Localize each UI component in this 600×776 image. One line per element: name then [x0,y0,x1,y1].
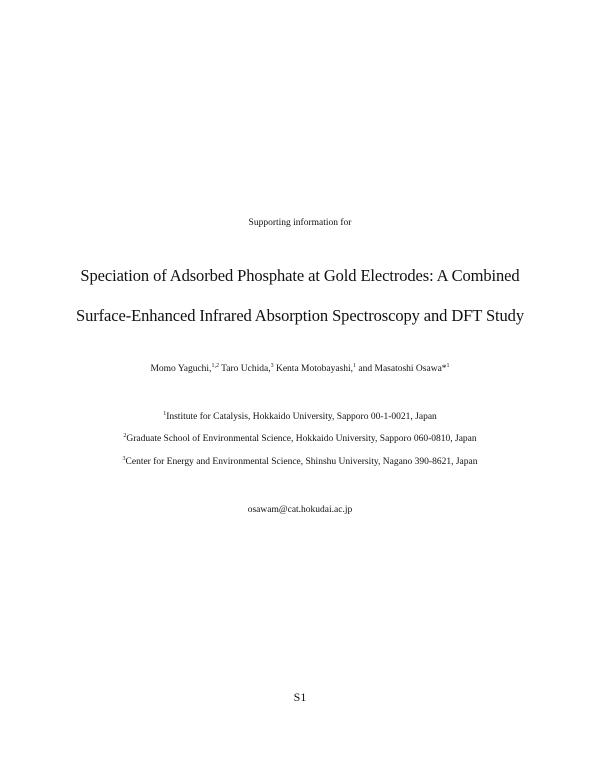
supporting-information-label: Supporting information for [248,218,352,228]
author-name: Kenta Motobayashi, [275,364,354,374]
page-number: S1 [293,690,307,704]
author-list [0,364,600,374]
affiliation-mark: 1 [163,410,167,417]
affiliation-1 [0,412,600,422]
contact-email: osawam@cat.hokudai.ac.jp [247,505,353,515]
affiliation-3 [0,457,600,467]
affiliation-text: Institute for Catalysis, Hokkaido University, Sapporo 00-1-0021, Japan [166,412,437,422]
affiliation-2 [0,434,600,444]
author-name: Momo Yaguchi, [150,364,212,374]
author-name: Masatoshi Osawa* [374,364,447,374]
author-affiliation-mark: 3 [270,362,274,369]
paper-title-line-2: Surface-Enhanced Infrared Absorption Spectroscopy and DFT Study [76,306,524,325]
affiliation-mark: 2 [123,432,127,439]
author-affiliation-mark: 1 [446,362,450,369]
affiliation-text: Center for Energy and Environmental Science, Shinshu University, Nagano 390-8621, Japan [125,457,478,467]
author-affiliation-mark: 1,2 [211,362,219,369]
affiliation-mark: 3 [122,455,126,462]
affiliation-text: Graduate School of Environmental Science, Hokkaido University, Sapporo 060-0810, Japan [126,434,477,444]
paper-title-line-1: Speciation of Adsorbed Phosphate at Gold Electrodes: A Combined [80,266,520,285]
author-name: Taro Uchida, [221,364,271,374]
author-separator: and [356,364,375,374]
author-affiliation-mark: 1 [353,362,357,369]
